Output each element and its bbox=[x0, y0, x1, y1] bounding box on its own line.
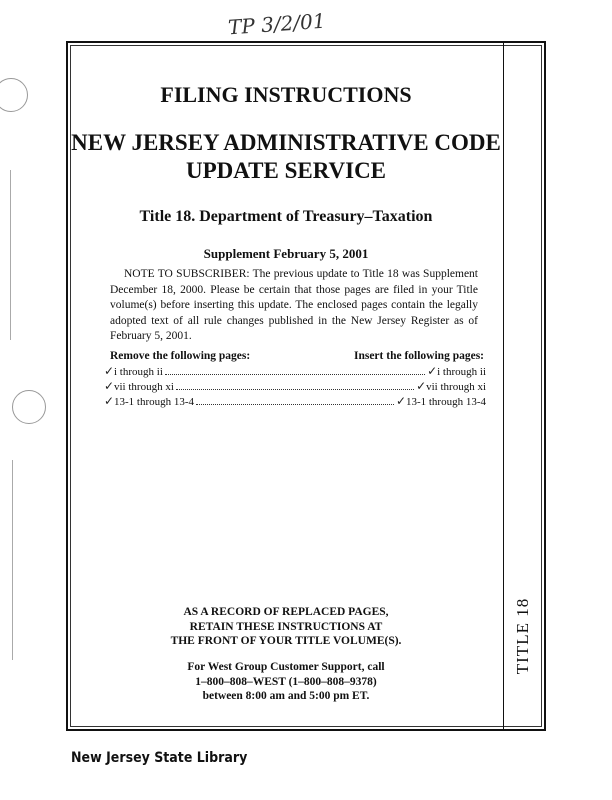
insert-pages-value: vii through xi bbox=[426, 381, 486, 393]
title-tab-label: TITLE 18 bbox=[513, 597, 532, 675]
remove-pages-value: vii through xi bbox=[114, 381, 174, 393]
check-mark-icon: ✓ bbox=[104, 364, 115, 378]
punch-hole-middle bbox=[12, 390, 46, 424]
remove-pages-value: i through ii bbox=[114, 366, 163, 378]
pages-list bbox=[104, 364, 486, 409]
retain-line: AS A RECORD OF REPLACED PAGES, bbox=[183, 606, 389, 618]
support-line: For West Group Customer Support, call bbox=[187, 661, 385, 673]
scan-edge-line bbox=[10, 170, 11, 340]
code-title-line: UPDATE SERVICE bbox=[185, 158, 387, 183]
library-stamp: New Jersey State Library bbox=[71, 750, 248, 766]
title-name: Title 18. Department of Treasury–Taxation bbox=[139, 208, 433, 225]
check-mark-icon: ✓ bbox=[104, 394, 115, 408]
insert-pages-header: Insert the following pages: bbox=[353, 350, 484, 362]
support-line: 1–800–808–WEST (1–800–808–9378) bbox=[195, 675, 377, 688]
page-row bbox=[104, 364, 486, 379]
retain-line: RETAIN THESE INSTRUCTIONS AT bbox=[189, 620, 383, 633]
supplement-date: Supplement February 5, 2001 bbox=[203, 246, 369, 261]
insert-pages-value: i through ii bbox=[437, 366, 486, 378]
page-row bbox=[104, 379, 486, 394]
support-line: between 8:00 am and 5:00 pm ET. bbox=[202, 690, 370, 702]
check-mark-icon: ✓ bbox=[427, 364, 438, 378]
dot-leader bbox=[196, 395, 394, 405]
scan-edge-line bbox=[12, 460, 13, 660]
page-row bbox=[104, 394, 486, 409]
code-title bbox=[70, 129, 502, 185]
check-mark-icon: ✓ bbox=[395, 394, 407, 408]
tab-divider bbox=[503, 42, 504, 730]
remove-pages-header: Remove the following pages: bbox=[110, 350, 251, 362]
insert-pages-value: 13-1 through 13-4 bbox=[405, 396, 486, 408]
handwritten-note: TP 3/2/01 bbox=[227, 8, 327, 40]
retain-instructions bbox=[70, 605, 502, 649]
punch-hole-top bbox=[0, 78, 28, 112]
check-mark-icon: ✓ bbox=[416, 379, 427, 393]
code-title-line: NEW JERSEY ADMINISTRATIVE CODE bbox=[71, 130, 501, 155]
remove-pages-value: 13-1 through 13-4 bbox=[114, 396, 195, 408]
dot-leader bbox=[165, 365, 425, 375]
check-mark-icon: ✓ bbox=[104, 379, 115, 393]
subscriber-note: NOTE TO SUBSCRIBER: The previous update to Title 18 was Supplement December 18, 2000. Please be certain that those pages are filed in your Title volume(s) before inserting this update. The enclosed pages contain the legally adopted text of all rule changes published in the New Jersey Register as of February 5, 2001. bbox=[110, 268, 478, 342]
dot-leader bbox=[176, 380, 414, 390]
filing-instructions-title: FILING INSTRUCTIONS bbox=[160, 82, 412, 107]
customer-support bbox=[70, 660, 502, 704]
retain-line: THE FRONT OF YOUR TITLE VOLUME(S). bbox=[170, 635, 402, 647]
pages-header bbox=[110, 350, 484, 362]
